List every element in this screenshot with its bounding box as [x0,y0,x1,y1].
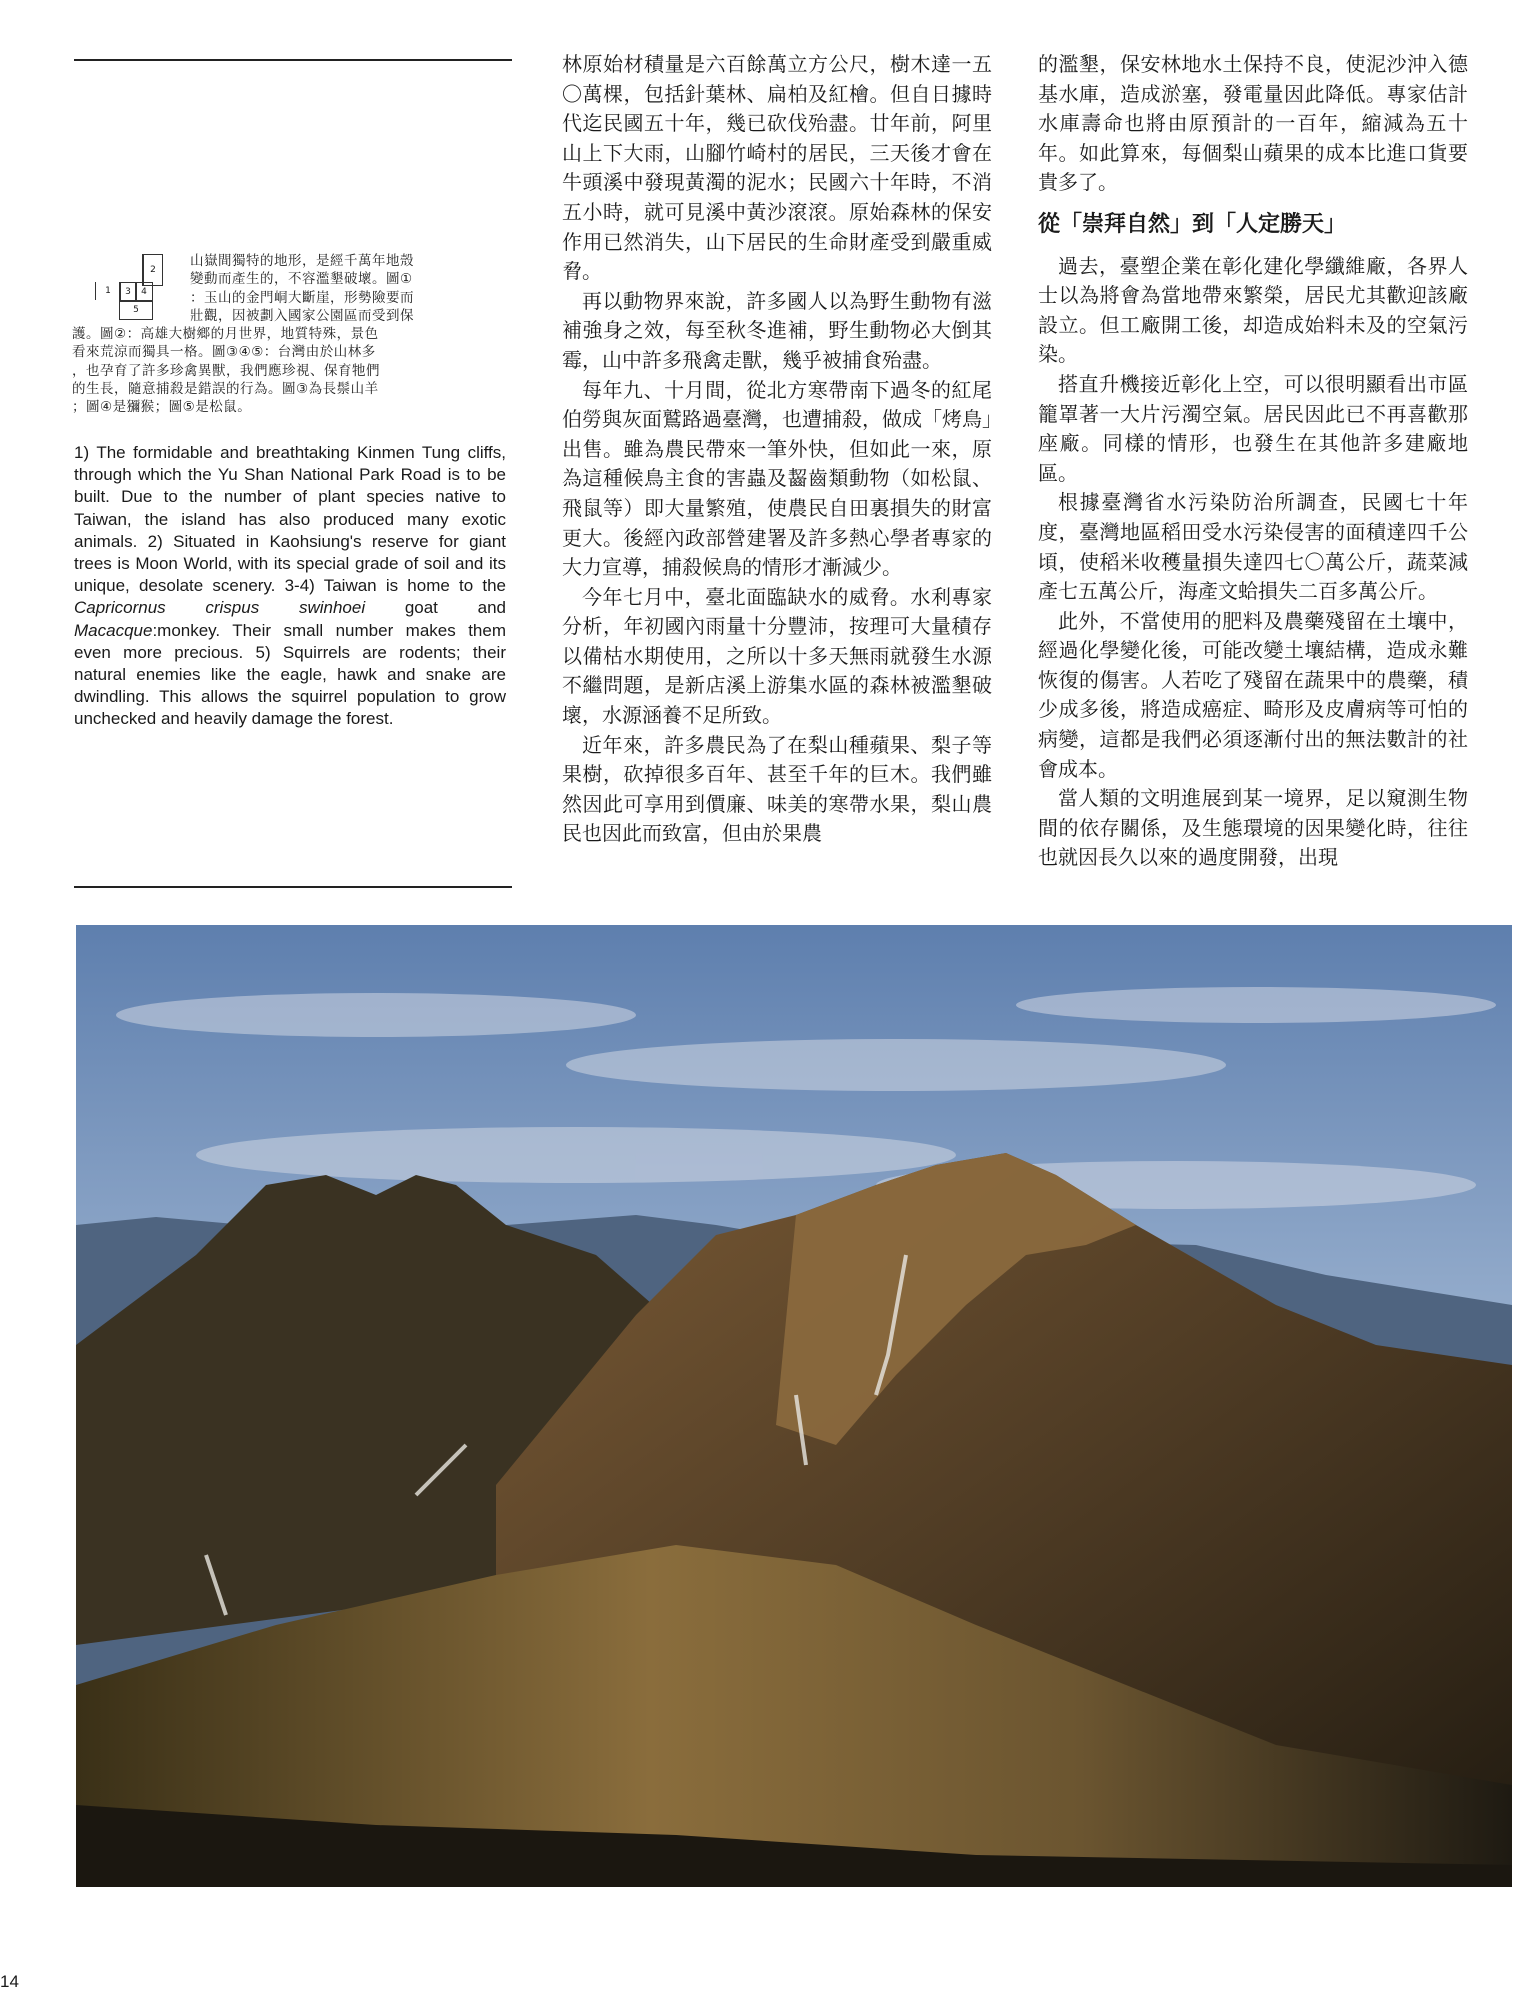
caption-zh-line: ：玉山的金門峒大斷崖，形勢險要而 [190,289,414,306]
caption-zh-line: 壯觀，因被劃入國家公園區而受到保 [190,307,414,324]
caption-en-text: 1) The formidable and breathtaking Kinmen Tung cliffs, through which the Yu Shan National Park Road is to be built. Due to the number of plant species native to Taiwan, the island has also produced many exotic animals. 2) Situated in Kaohsiung's reserve for giant trees is Moon World, with its special grade of soil and its unique, desolate scenery. 3-4) Taiwan is home to the [74,443,506,596]
caption-zh-line: ，也孕育了許多珍禽異獸，我們應珍視、保育牠們 [72,362,380,379]
caption-chinese [72,252,504,417]
body-paragraph: 此外，不當使用的肥料及農藥殘留在土壤中，經過化學變化後，可能改變土壤結構，造成永難恢復的傷害。人若吃了殘留在蔬果中的農藥，積少成多後，將造成癌症、畸形及皮膚病等可怕的病變，這都是我們必須逐漸付出的無法數計的社會成本。 [1038,608,1468,781]
key-label-1: 1 [105,286,111,296]
key-label-5: 5 [133,305,139,315]
body-paragraph: 過去，臺塑企業在彰化建化學纖維廠，各界人士以為將會為當地帶來繁榮，居民尤其歡迎該廠設立。但工廠開工後，却造成始料未及的空氣污染。 [1038,253,1468,367]
body-paragraph: 搭直升機接近彰化上空，可以很明顯看出市區籠罩著一大片污濁空氣。居民因此已不再喜歡那座廠。同樣的情形，也發生在其他許多建廠地區。 [1038,371,1468,485]
top-rule [74,59,512,61]
body-paragraph: 的濫墾，保安林地水土保持不良，使泥沙沖入德基水庫，造成淤塞，發電量因此降低。專家估計水庫壽命也將由原預計的一百年，縮減為五十年。如此算來，每個梨山蘋果的成本比進口貨要貴多了。 [1038,52,1468,195]
body-paragraph: 當人類的文明進展到某一境界，足以窺測生物間的依存關係，及生態環境的因果變化時，往往也就因長久以來的過度開發，出現 [1038,786,1468,870]
body-paragraph: 每年九、十月間，從北方寒帶南下過冬的紅尾伯勞與灰面鷲路過臺灣，也遭捕殺，做成「烤鳥」出售。雖為農民帶來一筆外快，但如此一來，原為這種候鳥主食的害蟲及齧齒類動物（如松鼠、飛鼠等）即大量繁殖，使農民自田裏損失的財富更大。後經內政部營建署及許多熱心學者專家的大力宣導，捕殺候鳥的情形才漸減少。 [562,377,992,580]
key-label-2: 2 [150,265,156,275]
body-paragraph: 近年來，許多農民為了在梨山種蘋果、梨子等果樹，砍掉很多百年、甚至千年的巨木。我們雖然因此可享用到價廉、味美的寒帶水果，梨山農民也因此而致富，但由於果農 [562,732,992,846]
key-label-3: 3 [125,287,131,297]
caption-bottom-rule [74,886,512,888]
caption-zh-line: ；圖④是獼猴；圖⑤是松鼠。 [72,399,252,416]
caption-zh-line: 山嶽間獨特的地形，是經千萬年地殼 [190,253,414,269]
body-paragraph: 再以動物界來說，許多國人以為野生動物有滋補強身之效，每至秋冬進補，野生動物必大倒其霉，山中許多飛禽走獸，幾乎被捕食殆盡。 [562,288,992,372]
key-label-4: 4 [141,287,147,297]
mountain-photo [76,925,1512,1887]
caption-zh-line: 看來荒涼而獨具一格。圖③④⑤：台灣由於山林多 [72,344,376,361]
caption-en-text: goat and [365,598,506,618]
body-paragraph: 林原始材積量是六百餘萬立方公尺，樹木達一五〇萬棵，包括針葉林、扁柏及紅檜。但自日據時代迄民國五十年，幾已砍伐殆盡。廿年前，阿里山上下大雨，山腳竹崎村的居民，三天後才會在牛頭溪中發現黃濁的泥水；民國六十年時，不消五小時，就可見溪中黃沙滾滾。原始森林的保安作用已然消失，山下居民的生命財產受到嚴重威脅。 [562,52,992,284]
caption-zh-line: 的生長，隨意捕殺是錯誤的行為。圖③為長鬃山羊 [72,381,379,398]
caption-english [74,442,506,731]
caption-en-species: Capricornus crispus swinhoei [74,598,366,618]
body-paragraph: 根據臺灣省水污染防治所調查，民國七十年度，臺灣地區稻田受水污染侵害的面積達四千公頃，使稻米收穫量損失達四七〇萬公斤，蔬菜減產七五萬公斤，海產文蛤損失二百多萬公斤。 [1038,490,1468,604]
page-number: 14 [0,1972,19,1991]
caption-zh-line: 護。圖②：高雄大樹鄉的月世界，地質特殊，景色 [72,326,379,343]
section-heading: 從「崇拜自然」到「人定勝天」 [1038,211,1347,237]
body-paragraph: 今年七月中，臺北面臨缺水的威脅。水利專家分析，年初國內雨量十分豐沛，按理可大量積存以備枯水期使用，之所以十多天無雨就發生水源不繼問題，是新店溪上游集水區的森林被濫墾破壞，水源涵養不足所致。 [562,584,992,728]
body-column-3 [1038,50,1468,873]
caption-en-text: :monkey. Their small number makes them even more precious. 5) Squirrels are rodents; their natural enemies like the eagle, hawk and snake are dwindling. This allows the squirrel population to grow unchecked and heavily damage the forest. [74,620,506,729]
caption-zh-line: 變動而產生的，不容濫墾破壞。圖① [190,271,413,288]
body-column-2 [562,50,992,849]
caption-en-species: Macacque [74,620,153,640]
